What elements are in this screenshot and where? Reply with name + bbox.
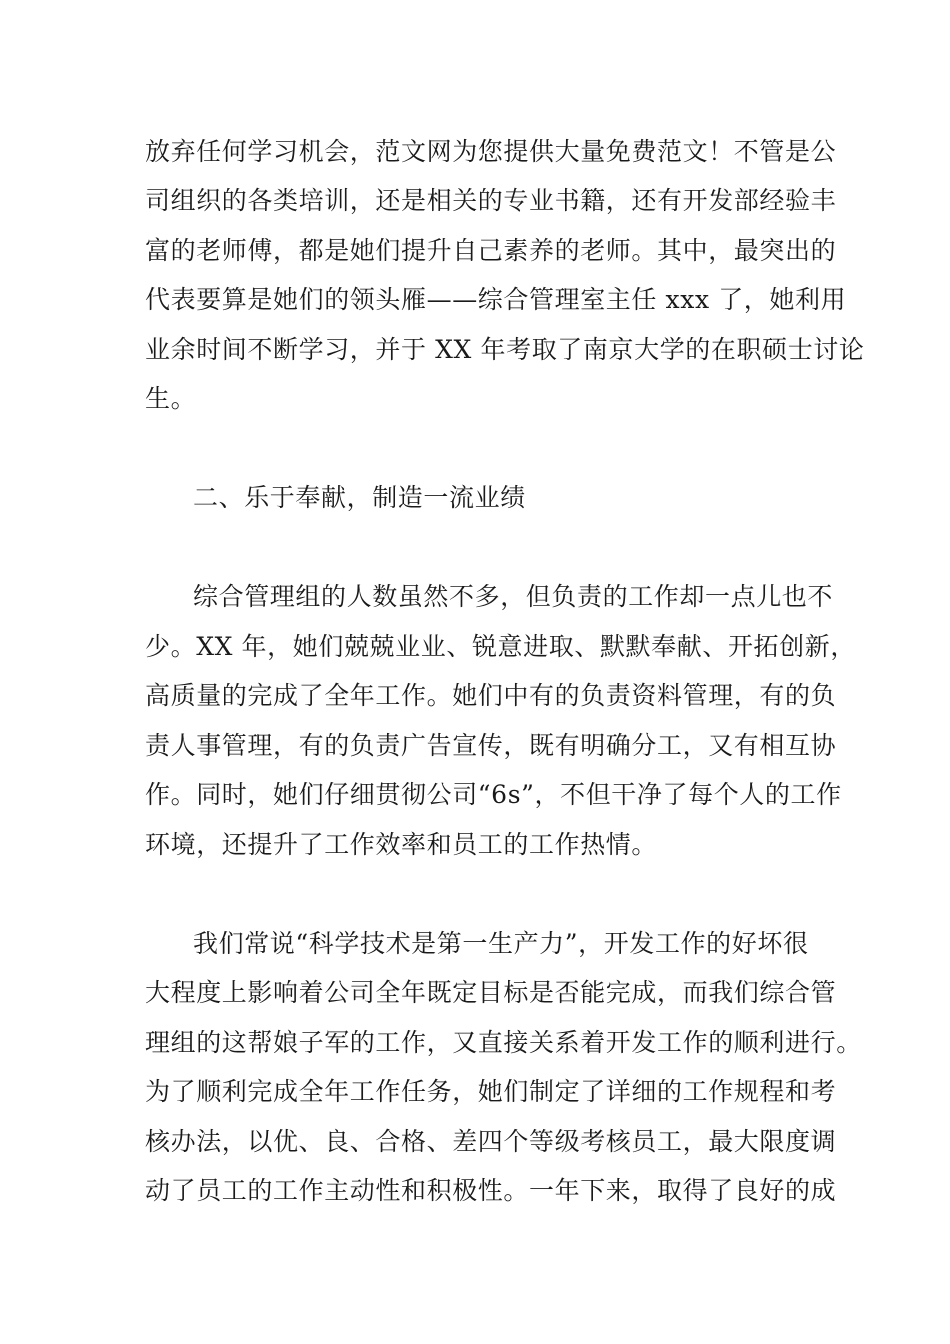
- body-text-line: 放弃任何学习机会，范文网为您提供大量免费范文！不管是公: [145, 137, 837, 166]
- body-text-line: 环境，还提升了工作效率和员工的工作热情。: [145, 830, 658, 859]
- body-text-line: 业余时间不断学习，并于 XX 年考取了南京大学的在职硕士讨论: [145, 335, 865, 364]
- body-text-line: 代表要算是她们的领头雁——综合管理室主任 xxx 了，她利用: [145, 285, 847, 314]
- body-text-line: 富的老师傅，都是她们提升自己素养的老师。其中，最突出的: [145, 236, 837, 265]
- body-text-line: 大程度上影响着公司全年既定目标是否能完成，而我们综合管: [145, 978, 837, 1007]
- body-text-line: 理组的这帮娘子军的工作，又直接关系着开发工作的顺利进行。: [145, 1028, 862, 1057]
- body-text-line: 少。XX 年，她们兢兢业业、锐意进取、默默奉献、开拓创新，: [145, 632, 856, 661]
- body-text-line: 为了顺利完成全年工作任务，她们制定了详细的工作规程和考: [145, 1077, 837, 1106]
- body-text-line: 动了员工的工作主动性和积极性。一年下来，取得了良好的成: [145, 1176, 837, 1205]
- body-text-line: 核办法，以优、良、合格、差四个等级考核员工，最大限度调: [145, 1127, 837, 1156]
- body-text-line: 综合管理组的人数虽然不多，但负责的工作却一点儿也不: [193, 582, 834, 611]
- body-text-line: 责人事管理，有的负责广告宣传，既有明确分工，又有相互协: [145, 731, 837, 760]
- section-heading: 二、乐于奉献，制造一流业绩: [193, 483, 526, 512]
- body-text-line: 司组织的各类培训，还是相关的专业书籍，还有开发部经验丰: [145, 186, 837, 215]
- body-text-line: 作。同时，她们仔细贯彻公司“6s”，不但干净了每个人的工作: [145, 780, 842, 809]
- body-text-line: 生。: [145, 384, 197, 413]
- body-text-line: 高质量的完成了全年工作。她们中有的负责资料管理，有的负: [145, 681, 837, 710]
- body-text-line: 我们常说“科学技术是第一生产力”，开发工作的好坏很: [193, 929, 809, 958]
